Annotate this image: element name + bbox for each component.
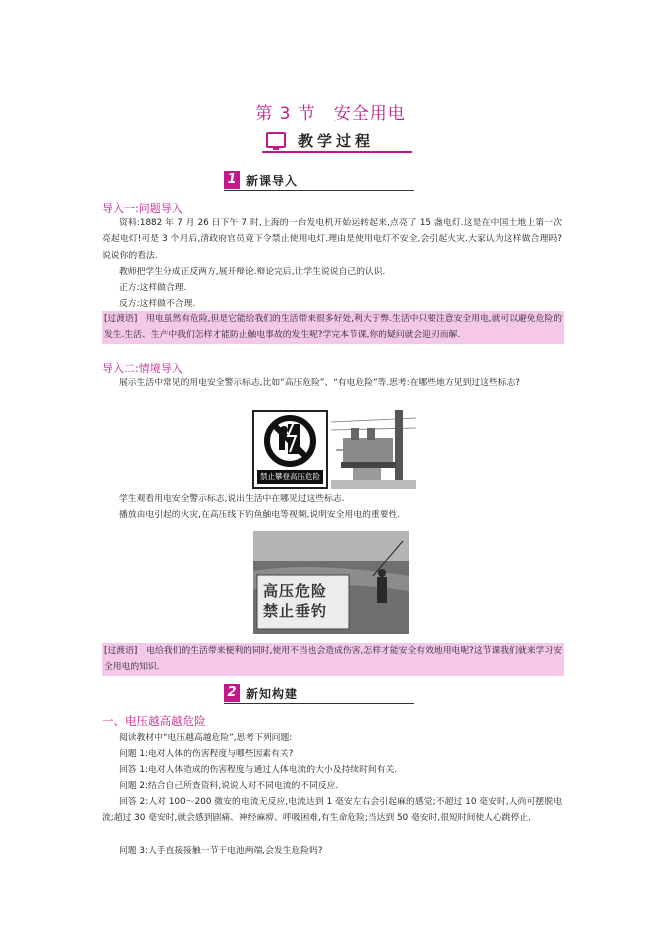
board-text-line1: 高压危险 bbox=[263, 582, 328, 600]
transformer-illustration bbox=[331, 410, 416, 489]
section-label: 新课导入 bbox=[246, 174, 299, 188]
warning-sign-image bbox=[252, 410, 328, 489]
question-2: 问题 2:结合自己所查资料,说说人对不同电流的不同反应. bbox=[119, 781, 339, 791]
part1-read: 阅读教材中“电压越高越危险”,思考下列问题: bbox=[119, 733, 293, 743]
no-fishing-photo bbox=[253, 531, 409, 634]
section-rule bbox=[224, 190, 414, 191]
intro1-paragraph: 资料:1882 年 7 月 26 日下午 7 时,上海的一台发电机开始运转起来,点亮了 15 盏电灯.这是在中国土地上第一次亮起电灯!可是 3 个月后,清政府官员竟下令禁止使用电灯.理由是使用电灯不安全,会引起火灾.大家认为这样做合理吗?说说你的看法. bbox=[102, 218, 562, 261]
intro2-paragraph: 展示生活中常见的用电安全警示标志,比如“高压危险”、“有电危险”等.思考:在哪些地方见到过这些标志? bbox=[119, 378, 520, 388]
section-rule bbox=[224, 703, 414, 704]
answer-2: 回答 2:人对 100～200 微安的电流无反应,电流达到 1 毫安左右会引起麻的感觉;不超过 10 毫安时,人尚可摆脱电流;超过 30 毫安时,就会感到剧痛、神经麻痹、呼吸困难,有生命危险;当达到 50 毫安时,很短时间使人心跳停止. bbox=[102, 797, 562, 824]
lesson-title: 第 3 节 安全用电 bbox=[255, 104, 406, 124]
answer-1: 回答 1:电对人体造成的伤害程度与通过人体电流的大小及持续时间有关. bbox=[119, 765, 398, 775]
part1-heading: 一、电压越高越危险 bbox=[102, 714, 206, 728]
intro1-heading: 导入一:问题导入 bbox=[102, 202, 183, 215]
sign-caption: 禁止攀登高压危险 bbox=[257, 470, 323, 484]
section-label: 新知构建 bbox=[246, 687, 299, 701]
intro1-transition-box: [过渡语] 用电虽然有危险,但是它能给我们的生活带来很多好处,利大于弊.生活中只要注意安全用电,就可以避免危险的发生.生活、生产中我们怎样才能防止触电事故的发生呢?学完本节课,你的疑问就会迎刃而解. bbox=[102, 311, 564, 344]
section-number: 1 bbox=[224, 171, 240, 189]
question-3: 问题 3:人手直接接触一节干电池两端,会发生危险吗? bbox=[119, 846, 323, 856]
intro2-heading: 导入二:情境导入 bbox=[102, 362, 183, 375]
section-header-2 bbox=[224, 684, 414, 702]
subtitle-text: 教学过程 bbox=[298, 132, 375, 150]
board-text-line2: 禁止垂钓 bbox=[263, 602, 328, 620]
section-number: 2 bbox=[224, 684, 240, 702]
intro2-line3: 播放由电引起的火灾,在高压线下钓鱼触电等视频,说明安全用电的重要性. bbox=[119, 510, 401, 520]
intro1-con: 反方:这样做不合理. bbox=[119, 299, 196, 309]
section-header-1 bbox=[224, 171, 414, 189]
intro1-pro: 正方:这样做合理. bbox=[119, 283, 187, 293]
intro2-transition-box: [过渡语] 电给我们的生活带来便利的同时,使用不当也会造成伤害,怎样才能安全有效地用电呢?这节课我们就来学习安全用电的知识. bbox=[102, 643, 564, 676]
transformer-photo bbox=[331, 410, 416, 489]
monitor-icon bbox=[266, 132, 286, 148]
intro1-line2: 教师把学生分成正反两方,展开辩论.辩论完后,让学生说说自己的认识. bbox=[119, 267, 386, 277]
question-1: 问题 1:电对人体的伤害程度与哪些因素有关? bbox=[119, 749, 294, 759]
intro2-line2: 学生观看用电安全警示标志,说出生活中在哪见过这些标志. bbox=[119, 494, 345, 504]
subtitle-underline bbox=[262, 151, 412, 153]
